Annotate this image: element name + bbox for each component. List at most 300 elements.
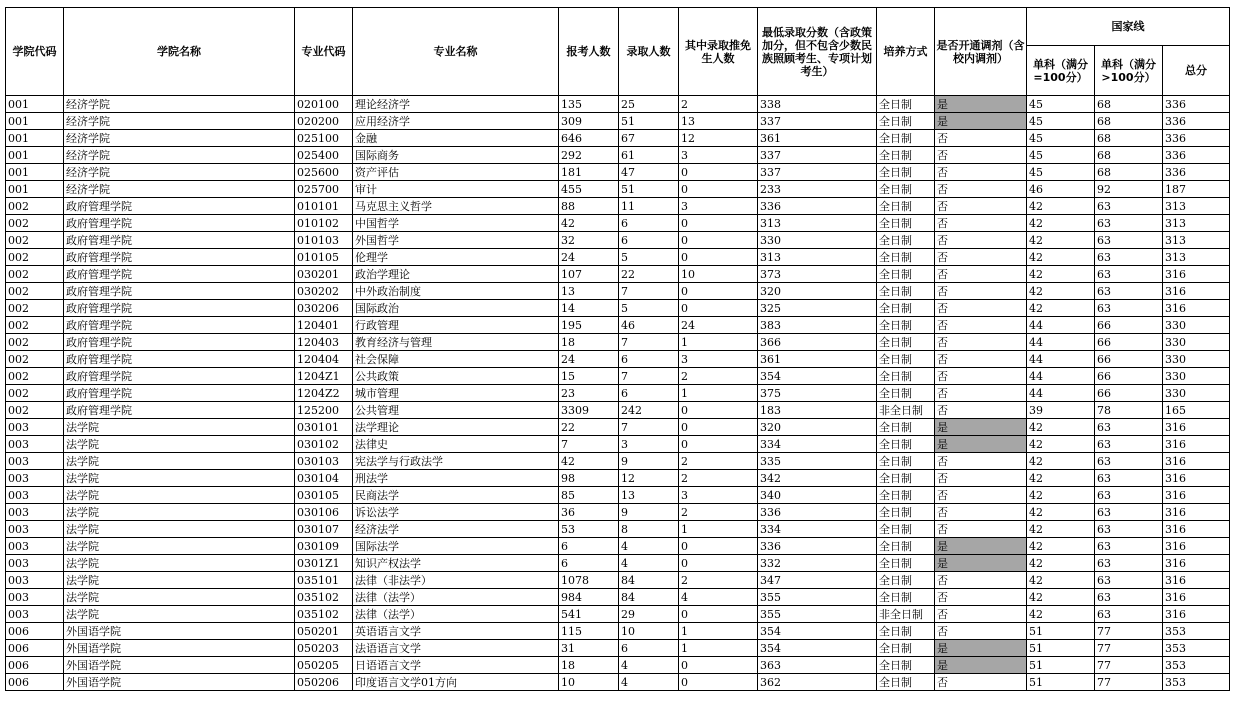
cell-mode: 全日制 — [877, 657, 935, 674]
cell-applicants: 6 — [559, 538, 619, 555]
cell-major-code: 030102 — [295, 436, 353, 453]
cell-single-gt100: 66 — [1095, 334, 1163, 351]
cell-min-score: 342 — [758, 470, 877, 487]
cell-single-gt100: 63 — [1095, 215, 1163, 232]
cell-applicants: 18 — [559, 334, 619, 351]
cell-min-score: 354 — [758, 623, 877, 640]
cell-exempt: 0 — [679, 436, 758, 453]
cell-exempt: 1 — [679, 623, 758, 640]
cell-exempt: 0 — [679, 555, 758, 572]
cell-mode: 全日制 — [877, 487, 935, 504]
cell-adjust: 否 — [935, 487, 1027, 504]
cell-major-name: 法学理论 — [353, 419, 559, 436]
cell-college-name: 法学院 — [64, 453, 295, 470]
cell-college-code: 001 — [6, 181, 64, 198]
cell-exempt: 3 — [679, 147, 758, 164]
cell-major-name: 国际法学 — [353, 538, 559, 555]
cell-major-name: 民商法学 — [353, 487, 559, 504]
cell-exempt: 1 — [679, 334, 758, 351]
cell-single-gt100: 77 — [1095, 657, 1163, 674]
cell-college-code: 002 — [6, 402, 64, 419]
cell-major-name: 刑法学 — [353, 470, 559, 487]
cell-mode: 全日制 — [877, 181, 935, 198]
cell-major-name: 法语语言文学 — [353, 640, 559, 657]
cell-adjust: 否 — [935, 368, 1027, 385]
cell-college-code: 003 — [6, 470, 64, 487]
cell-major-name: 审计 — [353, 181, 559, 198]
table-row — [6, 147, 1230, 164]
cell-adjust: 否 — [935, 181, 1027, 198]
cell-adjust: 否 — [935, 504, 1027, 521]
cell-total: 330 — [1163, 317, 1230, 334]
cell-exempt: 0 — [679, 215, 758, 232]
cell-major-code: 010105 — [295, 249, 353, 266]
cell-major-name: 伦理学 — [353, 249, 559, 266]
cell-min-score: 325 — [758, 300, 877, 317]
cell-min-score: 355 — [758, 606, 877, 623]
cell-admitted: 4 — [619, 674, 679, 691]
cell-college-code: 006 — [6, 640, 64, 657]
cell-admitted: 9 — [619, 504, 679, 521]
cell-adjust: 是 — [935, 96, 1027, 113]
cell-major-name: 政治学理论 — [353, 266, 559, 283]
cell-single-gt100: 63 — [1095, 487, 1163, 504]
cell-single-gt100: 63 — [1095, 283, 1163, 300]
cell-single-gt100: 63 — [1095, 606, 1163, 623]
cell-total: 316 — [1163, 453, 1230, 470]
cell-major-code: 120404 — [295, 351, 353, 368]
cell-applicants: 309 — [559, 113, 619, 130]
cell-exempt: 3 — [679, 198, 758, 215]
cell-exempt: 0 — [679, 538, 758, 555]
cell-total: 316 — [1163, 487, 1230, 504]
cell-single-100: 42 — [1027, 419, 1095, 436]
table-row — [6, 334, 1230, 351]
cell-applicants: 135 — [559, 96, 619, 113]
cell-adjust: 否 — [935, 147, 1027, 164]
cell-applicants: 541 — [559, 606, 619, 623]
cell-major-name: 行政管理 — [353, 317, 559, 334]
cell-mode: 全日制 — [877, 300, 935, 317]
cell-total: 316 — [1163, 521, 1230, 538]
cell-total: 316 — [1163, 589, 1230, 606]
cell-major-code: 030103 — [295, 453, 353, 470]
cell-major-name: 资产评估 — [353, 164, 559, 181]
table-row — [6, 351, 1230, 368]
header-mode: 培养方式 — [877, 8, 935, 96]
cell-mode: 全日制 — [877, 96, 935, 113]
cell-total: 330 — [1163, 351, 1230, 368]
table-row — [6, 130, 1230, 147]
cell-admitted: 5 — [619, 300, 679, 317]
cell-exempt: 0 — [679, 674, 758, 691]
table-row — [6, 164, 1230, 181]
cell-college-code: 006 — [6, 674, 64, 691]
cell-min-score: 336 — [758, 504, 877, 521]
cell-total: 336 — [1163, 130, 1230, 147]
table-row — [6, 266, 1230, 283]
cell-exempt: 0 — [679, 402, 758, 419]
cell-single-gt100: 63 — [1095, 266, 1163, 283]
cell-major-name: 应用经济学 — [353, 113, 559, 130]
cell-admitted: 29 — [619, 606, 679, 623]
cell-min-score: 340 — [758, 487, 877, 504]
table-row — [6, 113, 1230, 130]
cell-adjust: 否 — [935, 606, 1027, 623]
table-row — [6, 640, 1230, 657]
header-adjust: 是否开通调剂（含校内调剂） — [935, 8, 1027, 96]
cell-total: 313 — [1163, 232, 1230, 249]
cell-major-code: 025700 — [295, 181, 353, 198]
cell-total: 165 — [1163, 402, 1230, 419]
table-row — [6, 198, 1230, 215]
cell-single-100: 51 — [1027, 623, 1095, 640]
cell-college-name: 法学院 — [64, 572, 295, 589]
cell-single-100: 39 — [1027, 402, 1095, 419]
cell-college-code: 003 — [6, 419, 64, 436]
cell-exempt: 0 — [679, 232, 758, 249]
table-row — [6, 96, 1230, 113]
cell-major-code: 120403 — [295, 334, 353, 351]
cell-major-name: 法律（非法学） — [353, 572, 559, 589]
cell-admitted: 6 — [619, 640, 679, 657]
cell-single-100: 42 — [1027, 249, 1095, 266]
cell-total: 336 — [1163, 96, 1230, 113]
cell-single-100: 42 — [1027, 215, 1095, 232]
cell-min-score: 336 — [758, 538, 877, 555]
cell-single-100: 44 — [1027, 368, 1095, 385]
cell-major-code: 010103 — [295, 232, 353, 249]
cell-min-score: 347 — [758, 572, 877, 589]
cell-major-code: 035102 — [295, 589, 353, 606]
cell-college-code: 002 — [6, 351, 64, 368]
header-college-code: 学院代码 — [6, 8, 64, 96]
cell-college-code: 003 — [6, 487, 64, 504]
cell-college-name: 经济学院 — [64, 113, 295, 130]
cell-single-gt100: 63 — [1095, 572, 1163, 589]
cell-college-name: 法学院 — [64, 521, 295, 538]
cell-single-100: 44 — [1027, 334, 1095, 351]
cell-total: 336 — [1163, 113, 1230, 130]
cell-admitted: 61 — [619, 147, 679, 164]
cell-mode: 全日制 — [877, 130, 935, 147]
cell-college-code: 002 — [6, 266, 64, 283]
cell-major-name: 国际商务 — [353, 147, 559, 164]
cell-mode: 全日制 — [877, 385, 935, 402]
cell-college-name: 政府管理学院 — [64, 283, 295, 300]
cell-major-code: 025100 — [295, 130, 353, 147]
cell-single-gt100: 77 — [1095, 674, 1163, 691]
cell-total: 316 — [1163, 572, 1230, 589]
cell-admitted: 22 — [619, 266, 679, 283]
cell-major-code: 010101 — [295, 198, 353, 215]
cell-single-100: 42 — [1027, 521, 1095, 538]
cell-single-100: 42 — [1027, 436, 1095, 453]
cell-single-100: 42 — [1027, 283, 1095, 300]
cell-college-name: 经济学院 — [64, 147, 295, 164]
cell-single-100: 42 — [1027, 538, 1095, 555]
cell-college-code: 002 — [6, 283, 64, 300]
table-row — [6, 555, 1230, 572]
cell-mode: 非全日制 — [877, 402, 935, 419]
cell-min-score: 361 — [758, 351, 877, 368]
table-row — [6, 589, 1230, 606]
cell-college-code: 003 — [6, 436, 64, 453]
cell-college-name: 政府管理学院 — [64, 215, 295, 232]
header-major-name: 专业名称 — [353, 8, 559, 96]
cell-single-gt100: 63 — [1095, 470, 1163, 487]
cell-major-name: 英语语言文学 — [353, 623, 559, 640]
cell-major-code: 035102 — [295, 606, 353, 623]
cell-single-100: 42 — [1027, 589, 1095, 606]
table-row — [6, 487, 1230, 504]
cell-admitted: 3 — [619, 436, 679, 453]
cell-single-gt100: 63 — [1095, 555, 1163, 572]
cell-college-name: 政府管理学院 — [64, 385, 295, 402]
cell-single-100: 45 — [1027, 164, 1095, 181]
cell-adjust: 否 — [935, 453, 1027, 470]
cell-applicants: 14 — [559, 300, 619, 317]
cell-single-100: 42 — [1027, 606, 1095, 623]
cell-exempt: 0 — [679, 300, 758, 317]
cell-college-code: 003 — [6, 555, 64, 572]
cell-adjust: 否 — [935, 130, 1027, 147]
cell-exempt: 1 — [679, 521, 758, 538]
cell-college-code: 002 — [6, 232, 64, 249]
cell-admitted: 6 — [619, 351, 679, 368]
cell-major-name: 法律（法学） — [353, 606, 559, 623]
cell-min-score: 362 — [758, 674, 877, 691]
cell-total: 353 — [1163, 640, 1230, 657]
cell-total: 313 — [1163, 215, 1230, 232]
cell-single-100: 44 — [1027, 317, 1095, 334]
cell-exempt: 2 — [679, 470, 758, 487]
cell-total: 316 — [1163, 419, 1230, 436]
cell-single-100: 44 — [1027, 385, 1095, 402]
cell-major-code: 1204Z2 — [295, 385, 353, 402]
cell-major-name: 法律（法学） — [353, 589, 559, 606]
cell-mode: 全日制 — [877, 368, 935, 385]
cell-min-score: 320 — [758, 419, 877, 436]
cell-exempt: 0 — [679, 606, 758, 623]
cell-major-code: 010102 — [295, 215, 353, 232]
cell-min-score: 330 — [758, 232, 877, 249]
cell-adjust: 否 — [935, 572, 1027, 589]
cell-total: 316 — [1163, 504, 1230, 521]
cell-applicants: 455 — [559, 181, 619, 198]
cell-applicants: 13 — [559, 283, 619, 300]
cell-admitted: 51 — [619, 181, 679, 198]
cell-single-gt100: 77 — [1095, 640, 1163, 657]
cell-applicants: 646 — [559, 130, 619, 147]
table-header — [6, 8, 1230, 96]
cell-admitted: 7 — [619, 419, 679, 436]
cell-total: 316 — [1163, 606, 1230, 623]
cell-college-name: 外国语学院 — [64, 674, 295, 691]
cell-min-score: 361 — [758, 130, 877, 147]
cell-mode: 全日制 — [877, 674, 935, 691]
cell-major-code: 035101 — [295, 572, 353, 589]
cell-mode: 全日制 — [877, 164, 935, 181]
header-min-score: 最低录取分数（含政策加分，但不包含少数民族照顾考生、专项计划考生） — [758, 8, 877, 96]
cell-mode: 全日制 — [877, 555, 935, 572]
cell-mode: 全日制 — [877, 147, 935, 164]
cell-single-gt100: 63 — [1095, 504, 1163, 521]
cell-major-name: 城市管理 — [353, 385, 559, 402]
cell-college-name: 法学院 — [64, 487, 295, 504]
cell-adjust: 是 — [935, 436, 1027, 453]
cell-college-code: 003 — [6, 589, 64, 606]
cell-major-code: 050201 — [295, 623, 353, 640]
cell-applicants: 195 — [559, 317, 619, 334]
table-row — [6, 419, 1230, 436]
cell-admitted: 4 — [619, 538, 679, 555]
cell-single-gt100: 63 — [1095, 589, 1163, 606]
cell-major-name: 诉讼法学 — [353, 504, 559, 521]
cell-major-name: 经济法学 — [353, 521, 559, 538]
cell-major-code: 030109 — [295, 538, 353, 555]
cell-major-name: 公共政策 — [353, 368, 559, 385]
cell-mode: 全日制 — [877, 538, 935, 555]
table-row — [6, 385, 1230, 402]
cell-applicants: 23 — [559, 385, 619, 402]
cell-college-name: 法学院 — [64, 606, 295, 623]
table-body — [6, 96, 1230, 691]
cell-applicants: 6 — [559, 555, 619, 572]
cell-single-gt100: 63 — [1095, 198, 1163, 215]
cell-single-100: 42 — [1027, 266, 1095, 283]
cell-major-code: 125200 — [295, 402, 353, 419]
cell-single-100: 42 — [1027, 555, 1095, 572]
cell-applicants: 36 — [559, 504, 619, 521]
cell-major-name: 金融 — [353, 130, 559, 147]
cell-college-name: 经济学院 — [64, 164, 295, 181]
cell-exempt: 0 — [679, 249, 758, 266]
cell-applicants: 85 — [559, 487, 619, 504]
cell-admitted: 9 — [619, 453, 679, 470]
cell-single-100: 45 — [1027, 130, 1095, 147]
cell-total: 353 — [1163, 657, 1230, 674]
cell-adjust: 是 — [935, 538, 1027, 555]
cell-applicants: 292 — [559, 147, 619, 164]
cell-mode: 全日制 — [877, 640, 935, 657]
cell-mode: 全日制 — [877, 521, 935, 538]
cell-major-code: 030107 — [295, 521, 353, 538]
cell-major-code: 020100 — [295, 96, 353, 113]
cell-single-gt100: 63 — [1095, 300, 1163, 317]
cell-total: 353 — [1163, 623, 1230, 640]
cell-admitted: 84 — [619, 572, 679, 589]
header-exempt: 其中录取推免生人数 — [679, 8, 758, 96]
cell-exempt: 13 — [679, 113, 758, 130]
cell-applicants: 24 — [559, 351, 619, 368]
cell-admitted: 47 — [619, 164, 679, 181]
cell-adjust: 否 — [935, 674, 1027, 691]
cell-applicants: 984 — [559, 589, 619, 606]
cell-adjust: 否 — [935, 198, 1027, 215]
cell-mode: 全日制 — [877, 317, 935, 334]
cell-college-name: 外国语学院 — [64, 657, 295, 674]
cell-major-code: 030101 — [295, 419, 353, 436]
cell-exempt: 2 — [679, 504, 758, 521]
table-row — [6, 402, 1230, 419]
cell-college-code: 003 — [6, 504, 64, 521]
cell-college-code: 001 — [6, 113, 64, 130]
cell-min-score: 332 — [758, 555, 877, 572]
cell-exempt: 0 — [679, 283, 758, 300]
cell-total: 336 — [1163, 164, 1230, 181]
cell-total: 330 — [1163, 334, 1230, 351]
cell-total: 316 — [1163, 470, 1230, 487]
table-row — [6, 232, 1230, 249]
cell-college-code: 001 — [6, 130, 64, 147]
cell-mode: 全日制 — [877, 470, 935, 487]
cell-min-score: 383 — [758, 317, 877, 334]
cell-college-name: 政府管理学院 — [64, 317, 295, 334]
cell-college-code: 002 — [6, 317, 64, 334]
cell-exempt: 1 — [679, 640, 758, 657]
cell-college-name: 经济学院 — [64, 181, 295, 198]
cell-mode: 全日制 — [877, 249, 935, 266]
cell-min-score: 320 — [758, 283, 877, 300]
cell-college-code: 003 — [6, 521, 64, 538]
cell-major-name: 理论经济学 — [353, 96, 559, 113]
cell-college-code: 002 — [6, 215, 64, 232]
cell-major-name: 日语语言文学 — [353, 657, 559, 674]
cell-admitted: 46 — [619, 317, 679, 334]
cell-college-code: 003 — [6, 538, 64, 555]
table-row — [6, 572, 1230, 589]
cell-mode: 全日制 — [877, 589, 935, 606]
header-single-100: 单科（满分=100分） — [1027, 46, 1095, 96]
cell-college-code: 003 — [6, 606, 64, 623]
cell-admitted: 12 — [619, 470, 679, 487]
cell-single-gt100: 63 — [1095, 453, 1163, 470]
cell-major-code: 0301Z1 — [295, 555, 353, 572]
cell-exempt: 12 — [679, 130, 758, 147]
cell-admitted: 7 — [619, 283, 679, 300]
cell-applicants: 15 — [559, 368, 619, 385]
cell-major-name: 公共管理 — [353, 402, 559, 419]
cell-exempt: 4 — [679, 589, 758, 606]
cell-mode: 全日制 — [877, 198, 935, 215]
cell-single-gt100: 92 — [1095, 181, 1163, 198]
cell-single-100: 45 — [1027, 147, 1095, 164]
cell-exempt: 0 — [679, 419, 758, 436]
cell-college-name: 法学院 — [64, 538, 295, 555]
cell-min-score: 337 — [758, 164, 877, 181]
cell-single-100: 42 — [1027, 487, 1095, 504]
cell-college-name: 政府管理学院 — [64, 300, 295, 317]
cell-applicants: 18 — [559, 657, 619, 674]
cell-adjust: 否 — [935, 283, 1027, 300]
table-row — [6, 215, 1230, 232]
cell-admitted: 6 — [619, 232, 679, 249]
cell-admitted: 6 — [619, 215, 679, 232]
cell-major-name: 宪法学与行政法学 — [353, 453, 559, 470]
cell-min-score: 354 — [758, 640, 877, 657]
cell-single-gt100: 63 — [1095, 538, 1163, 555]
cell-adjust: 否 — [935, 164, 1027, 181]
cell-applicants: 115 — [559, 623, 619, 640]
cell-college-name: 经济学院 — [64, 96, 295, 113]
cell-single-gt100: 68 — [1095, 113, 1163, 130]
table-row — [6, 657, 1230, 674]
cell-major-code: 030201 — [295, 266, 353, 283]
cell-admitted: 6 — [619, 385, 679, 402]
cell-college-code: 001 — [6, 147, 64, 164]
cell-adjust: 否 — [935, 589, 1027, 606]
